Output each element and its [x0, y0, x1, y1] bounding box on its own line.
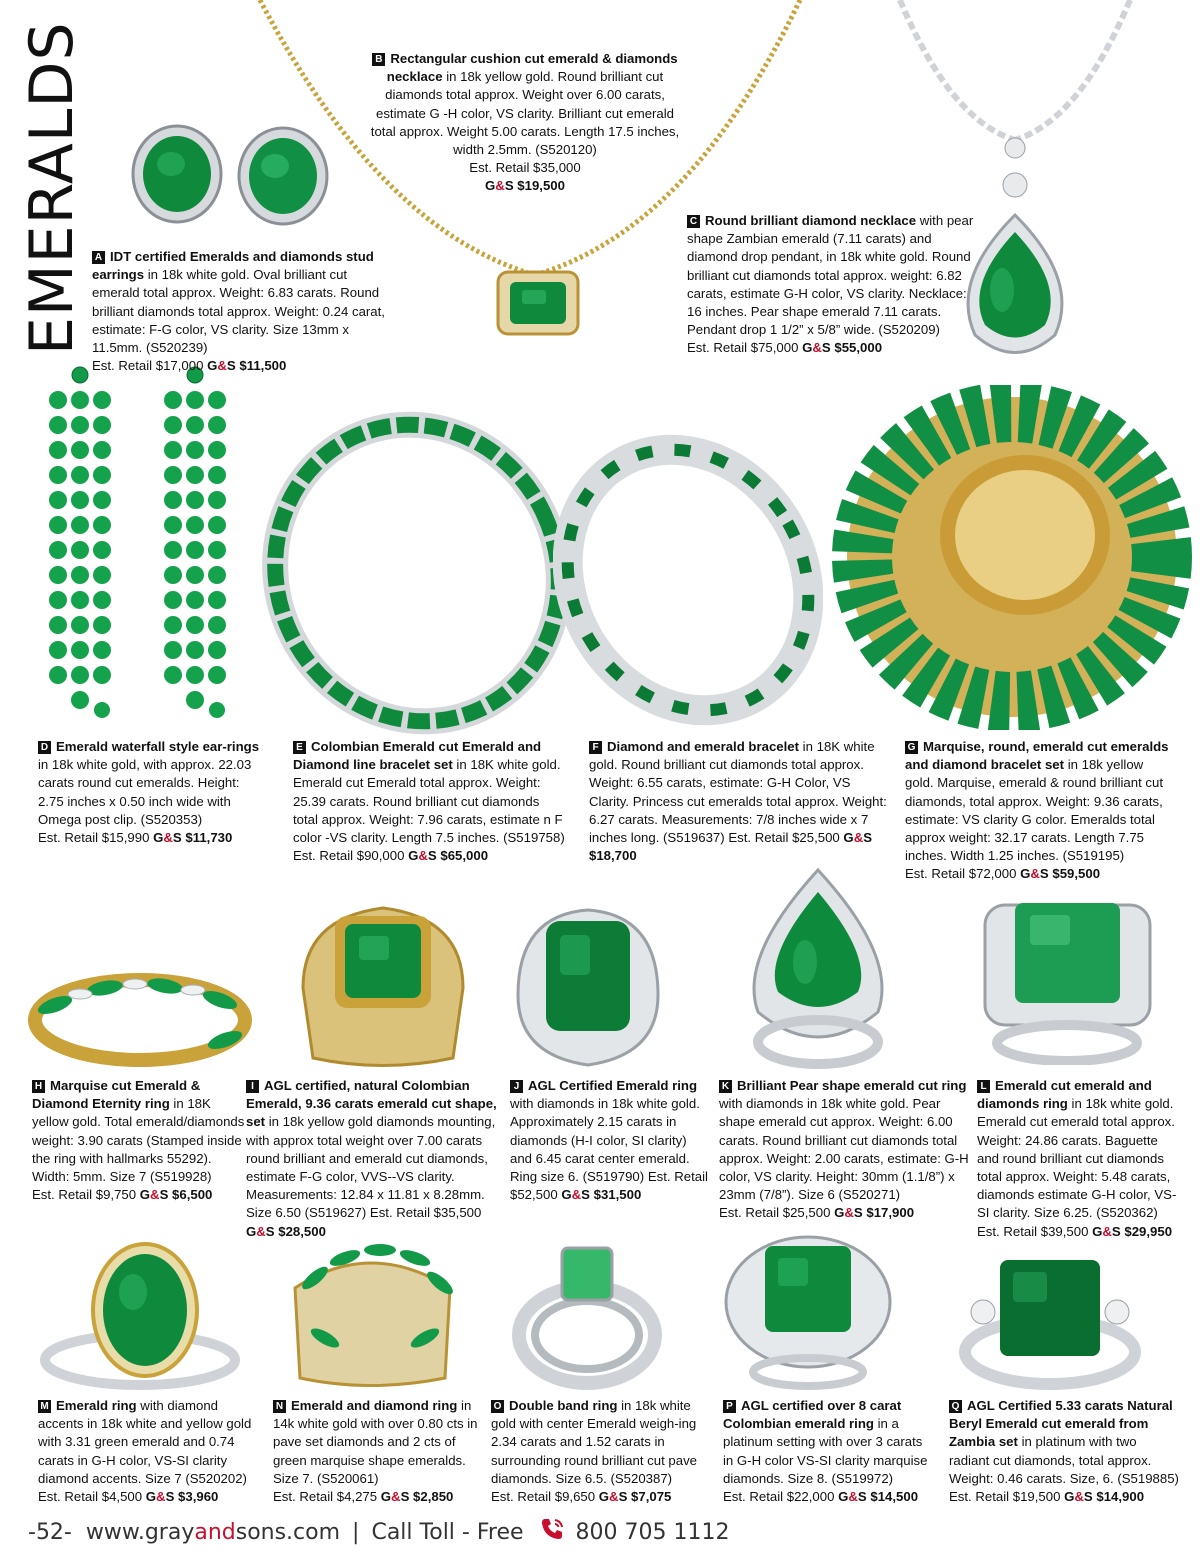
item-letter-badge: Q	[949, 1400, 962, 1413]
item-m-description	[38, 1397, 263, 1506]
sale-price: $19,500	[517, 178, 565, 194]
item-h-description	[32, 1077, 247, 1204]
gs-label: G&S	[598, 1489, 628, 1505]
retail-price: Est. Retail $9,750	[32, 1187, 137, 1203]
item-title: AGL certified, natural Colombian Emerald, 9.36 carats emerald cut shape, set	[246, 1078, 497, 1130]
gs-label: G&S	[834, 1205, 863, 1221]
colombian-emerald-ring-image	[720, 1232, 895, 1392]
sale-price: $29,950	[1124, 1223, 1173, 1239]
retail-price: Est. Retail $39,500	[977, 1223, 1089, 1239]
item-letter-badge: D	[38, 741, 51, 754]
item-f-description	[589, 738, 889, 865]
item-title: Double band ring	[509, 1398, 618, 1413]
item-letter-badge: L	[977, 1080, 990, 1093]
emerald-line-bracelet-image	[262, 405, 572, 740]
item-title: AGL Certified Emerald ring	[528, 1078, 698, 1093]
item-l-description	[977, 1077, 1182, 1241]
item-details: in 18k white gold with center Emerald weigh-ing 2.34 carats and 1.52 carats in surrounding round brilliant cut pave diamonds. Size 6.5. (S520387)	[491, 1398, 697, 1486]
sale-price: $7,075	[631, 1489, 672, 1505]
gs-label: G&S	[1020, 866, 1049, 882]
website-link[interactable]: www.grayandsons.com	[85, 1519, 341, 1545]
item-letter-badge: B	[372, 53, 385, 66]
item-letter-badge: K	[719, 1080, 732, 1093]
sale-price: $18,700	[589, 848, 637, 864]
pear-emerald-ring-image	[733, 862, 903, 1072]
item-title: Round brilliant diamond necklace	[705, 213, 917, 228]
sale-price: $17,900	[866, 1205, 915, 1221]
retail-price: Est. Retail $25,500	[728, 830, 840, 846]
gold-colombian-ring-image	[283, 898, 483, 1073]
item-letter-badge: A	[92, 251, 105, 264]
sale-price: $59,500	[1052, 866, 1101, 882]
item-details: with pear shape Zambian emerald (7.11 carats) and diamond drop pendant, in 18k white gold. Round brilliant cut diamonds total approx. weight: 6.82 carats, estimate G-H color, VS clarity. Necklace: 16 inches. Pear shape emerald 7.11 carats. Pendant drop 1 1/2” x 5/8” wide. (S520209)	[687, 213, 974, 338]
item-letter-badge: I	[246, 1080, 259, 1093]
retail-price: Est. Retail $17,000	[92, 358, 204, 374]
sale-price: $3,960	[178, 1489, 219, 1505]
item-c-description	[687, 212, 977, 358]
item-details: in 18K white gold. Round brilliant cut diamonds total approx. Weight: 6.55 carats, estimate: G-H Color, VS Clarity. Princess cut emeralds total approx. Weight: 6.27 carats. Measurements: 7/8 inches wide x 7 inches long. (S519637)	[589, 739, 887, 846]
emerald-cut-ring-image	[975, 895, 1160, 1065]
eternity-ring-image	[25, 950, 255, 1070]
item-title: AGL certified over 8 carat Colombian emerald ring	[723, 1398, 902, 1432]
item-details: in platinum with two radiant cut diamonds, total approx. Weight: 0.46 carats. Size, 6. (S519885)	[949, 1434, 1179, 1486]
sale-price: $14,900	[1096, 1489, 1145, 1505]
gs-label: G&S	[838, 1489, 867, 1505]
item-title: Marquise, round, emerald cut emeralds and diamond bracelet set	[905, 739, 1169, 773]
sale-price: $11,500	[239, 358, 287, 374]
gs-label: G&S	[153, 830, 182, 846]
waterfall-earrings-image	[30, 365, 245, 725]
item-title: Diamond and emerald bracelet	[607, 739, 800, 754]
gs-label: G&S	[145, 1489, 175, 1505]
retail-price: Est. Retail $22,000	[723, 1489, 835, 1505]
item-details: in 18K yellow gold. Total emerald/diamonds weight: 3.90 carats (Stamped inside the ring with hallmarks 55292). Width: 5mm. Size 7 (S519928)	[32, 1096, 245, 1185]
agl-emerald-ring-image	[508, 905, 668, 1070]
item-letter-badge: N	[273, 1400, 286, 1413]
item-details: in 18k white gold. Oval brilliant cut emerald total approx. Weight: 6.83 carats. Round brilliant diamonds total approx. Weight: 0.24 carat, estimate: F-G color, VS clarity. Size 13mm x 11.5mm. (S520239)	[92, 267, 385, 356]
item-title: AGL Certified 5.33 carats Natural Beryl Emerald cut emerald from Zambia set	[949, 1398, 1173, 1450]
item-d-description	[38, 738, 263, 847]
item-letter-badge: E	[293, 741, 306, 754]
gs-label: G&S	[380, 1489, 410, 1505]
retail-price: Est. Retail $52,500	[510, 1169, 708, 1203]
gs-label: G&S	[408, 848, 437, 864]
item-title: Rectangular cushion cut emerald & diamonds necklace	[386, 51, 678, 85]
item-letter-badge: H	[32, 1080, 45, 1093]
footer-separator: |	[352, 1519, 360, 1545]
retail-price: Est. Retail $72,000	[905, 866, 1017, 882]
retail-price: Est. Retail $75,000	[687, 340, 799, 356]
sale-price: $65,000	[440, 848, 489, 864]
retail-price: Est. Retail $19,500	[949, 1489, 1061, 1505]
gold-emerald-cuff-image	[830, 385, 1195, 730]
call-label: Call Toll - Free	[371, 1519, 524, 1545]
item-k-description	[719, 1077, 969, 1223]
gs-label: G&S	[802, 340, 831, 356]
item-details: with diamonds in 18k white gold. Approximately 2.15 carats in diamonds (H-I color, SI clarity) and 6.45 carat center emerald. Ring size 6. (S519790)	[510, 1096, 700, 1185]
retail-price: Est. Retail $35,500	[369, 1205, 482, 1221]
item-letter-badge: C	[687, 215, 700, 228]
sale-price: $14,500	[870, 1489, 919, 1505]
item-letter-badge: O	[491, 1400, 504, 1413]
item-n-description	[273, 1397, 483, 1506]
gs-label: G&S	[561, 1187, 590, 1203]
retail-price: Est. Retail $4,275	[273, 1489, 378, 1505]
zambia-emerald-ring-image	[955, 1252, 1145, 1392]
item-letter-badge: F	[589, 741, 602, 754]
item-j-description	[510, 1077, 710, 1204]
marquise-cluster-ring-image	[285, 1228, 460, 1393]
item-details: in 18k yellow gold. Marquise, emerald & round brilliant cut diamonds, total approx. Weight: 9.36 carats, estimate: VS clarity G color. Emeralds total approx weight: 32.17 carats. Length 7.75 inches. Width 1.25 inches. (S519195)	[905, 757, 1164, 864]
double-band-ring-image	[512, 1240, 662, 1390]
item-details: in 18K white gold. Emerald cut Emerald total approx. Weight: 25.39 carats. Round brilliant cut diamonds total approx. Weight: 7.96 carats, estimate n F color -VS clarity. Length 7.5 inches. (S519758)	[293, 757, 565, 846]
item-i-description	[246, 1077, 501, 1241]
sale-price: $11,730	[185, 830, 233, 846]
item-details: in 18k white gold, with approx. 22.03 carats round cut emeralds. Height: 2.75 inches x 0.50 inch wide with Omega post clip. (S520353)	[38, 757, 252, 827]
oval-emerald-ring-image	[35, 1240, 245, 1395]
item-g-description	[905, 738, 1175, 884]
section-title: EMERALDS	[17, 21, 87, 355]
gs-label: G&S	[246, 1223, 275, 1239]
item-q-description	[949, 1397, 1179, 1506]
item-e-description	[293, 738, 565, 865]
item-o-description	[491, 1397, 711, 1506]
retail-price: Est. Retail $90,000	[293, 848, 405, 864]
gs-label: G&S	[1092, 1223, 1121, 1239]
item-title: Marquise cut Emerald & Diamond Eternity ring	[32, 1078, 201, 1112]
item-title: IDT certified Emeralds and diamonds stud earrings	[92, 249, 374, 283]
item-letter-badge: G	[905, 741, 918, 754]
item-details: in 18k white gold. Emerald cut emerald total approx. Weight: 24.86 carats. Baguette and round brilliant cut diamonds total approx. Weight: 5.48 carats, diamonds estimate G-H color, VS-SI clarity. Size 6.25. (S520362)	[977, 1096, 1177, 1221]
item-a-description	[92, 248, 397, 375]
retail-price: Est. Retail $4,500	[38, 1489, 143, 1505]
item-details: in 14k white gold with over 0.80 cts in pave set diamonds and 2 cts of green marquise shape emeralds. Size 7. (S520061)	[273, 1398, 478, 1486]
sale-price: $6,500	[172, 1187, 213, 1203]
gs-label: G&S	[139, 1187, 169, 1203]
sale-price: $2,850	[413, 1489, 454, 1505]
item-letter-badge: J	[510, 1080, 523, 1093]
item-title: Emerald cut emerald and diamonds ring	[977, 1078, 1152, 1112]
page-footer	[28, 1512, 730, 1552]
page-number: -52-	[28, 1519, 72, 1545]
item-p-description	[723, 1397, 933, 1506]
sale-price: $55,000	[834, 340, 883, 356]
item-title: Emerald ring	[56, 1398, 137, 1413]
gs-label: G&S	[1064, 1489, 1093, 1505]
item-title: Brilliant Pear shape emerald cut ring	[737, 1078, 967, 1093]
item-letter-badge: M	[38, 1400, 51, 1413]
retail-price: Est. Retail $35,000	[469, 160, 581, 176]
item-details: in 18k yellow gold. Round brilliant cut diamonds total approx. Weight over 6.00 carats, estimate G -H color, VS clarity. Brilliant cut emerald total approx. Weight 5.00 carats. Length 17.5 inches, width 2.5mm. (S520120)	[370, 69, 680, 158]
retail-price: Est. Retail $15,990	[38, 830, 150, 846]
item-details: with diamond accents in 18k white and yellow gold with 3.31 green emerald and 0.74 carats in G-H color, VS-SI clarity diamond accents. Size 7 (S520202)	[38, 1398, 252, 1486]
gs-label: G&S	[207, 358, 236, 374]
item-letter-badge: P	[723, 1400, 736, 1413]
item-title: Emerald waterfall style ear-rings	[56, 739, 260, 754]
sale-price: $31,500	[593, 1187, 642, 1203]
item-details: in a platinum setting with over 3 carats in G-H color VS-SI clarity marquise diamonds. Size 8. (S519972)	[723, 1416, 928, 1486]
retail-price: Est. Retail $25,500	[719, 1205, 831, 1221]
gs-label: G&S	[485, 178, 514, 194]
item-b-description	[370, 50, 680, 196]
gs-label: G&S	[843, 830, 873, 846]
phone-icon	[538, 1515, 566, 1549]
phone-number[interactable]: 800 705 1112	[575, 1519, 730, 1545]
sale-price: $28,500	[278, 1223, 326, 1239]
item-details: in 18k yellow gold diamonds mounting, with approx total weight over 7.00 carats round brilliant and emerald cut diamonds, estimate F-G color, VVS--VS clarity. Measurements: 12.84 x 11.81 x 8.28mm. Size 6.50 (S519627)	[246, 1114, 496, 1221]
retail-price: Est. Retail $9,650	[491, 1489, 596, 1505]
item-details: with diamonds in 18k white gold. Pear shape emerald cut approx. Weight: 6.00 carats. Round brilliant cut diamonds total approx. Weight: 2.00 carats, estimate: G-H color, VS clarity. Height: 30mm (1.1/8”) x 23mm (7/8”). Size 6 (S520271)	[719, 1096, 969, 1203]
diamond-emerald-bracelet-image	[553, 430, 823, 730]
item-title: Emerald and diamond ring	[291, 1398, 458, 1413]
item-title: Colombian Emerald cut Emerald and Diamond line bracelet set	[293, 739, 542, 773]
